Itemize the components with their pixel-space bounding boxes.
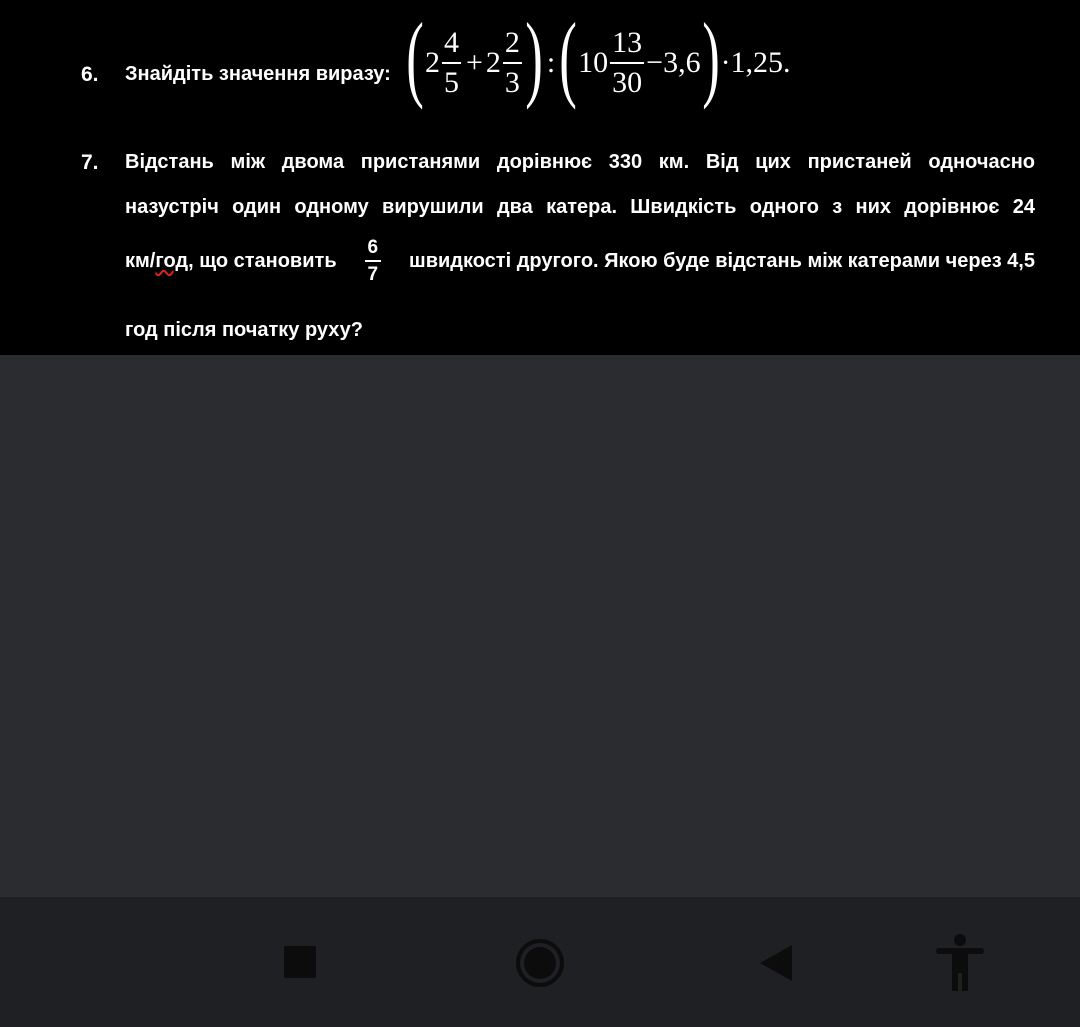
problem-6-text: Знайдіть значення виразу: [125, 63, 391, 85]
triangle-back-icon[interactable] [760, 945, 792, 981]
whole-2: 2 [485, 46, 501, 79]
math-expression: ( 2 $\frac{4}{5}$ + 2 $\frac{2}{3}$ ) : ( 10 $\frac{13}{30}$ −3,6 ) ·1,25. [406, 3, 791, 110]
whole-1: 2 [424, 46, 440, 79]
problem-7-line-2: назустріч один одному вирушили два катера. Швидкість одного з них дорівнює 24 [125, 196, 1035, 218]
fraction-3: $\frac{13}{30}$ [612, 26, 643, 99]
problem-7-number: 7. [81, 151, 99, 174]
fraction-2: $\frac{2}{3}$ [504, 26, 520, 99]
fraction-six-sevenths: 6 7 [365, 238, 382, 284]
fraction-1: $\frac{4}{5}$ [443, 26, 459, 99]
minus-term: −3,6 [646, 46, 701, 79]
problem-7-line-4: год після початку руху? [125, 319, 364, 341]
problem-7-line-3: км/год, що становить 6 7 швидкості другого. Якою буде відстань між катерами через 4,5 [125, 237, 1035, 285]
navigation-bar [0, 897, 1080, 1027]
problem-7-line-1: Відстань між двома пристанями дорівнює 330 км. Від цих пристаней одночасно [125, 151, 1035, 173]
whole-3: 10 [578, 46, 609, 79]
spellcheck-underlined-word: год [155, 249, 189, 272]
plus-sign: + [465, 46, 483, 79]
divide-sign: : [546, 46, 556, 79]
problem-6-number: 6. [81, 63, 99, 86]
document-view [0, 0, 1080, 355]
accessibility-person-icon[interactable] [932, 933, 988, 993]
expression-tail: ·1,25. [720, 46, 791, 79]
circle-icon[interactable] [516, 939, 564, 987]
square-icon[interactable] [284, 946, 316, 978]
